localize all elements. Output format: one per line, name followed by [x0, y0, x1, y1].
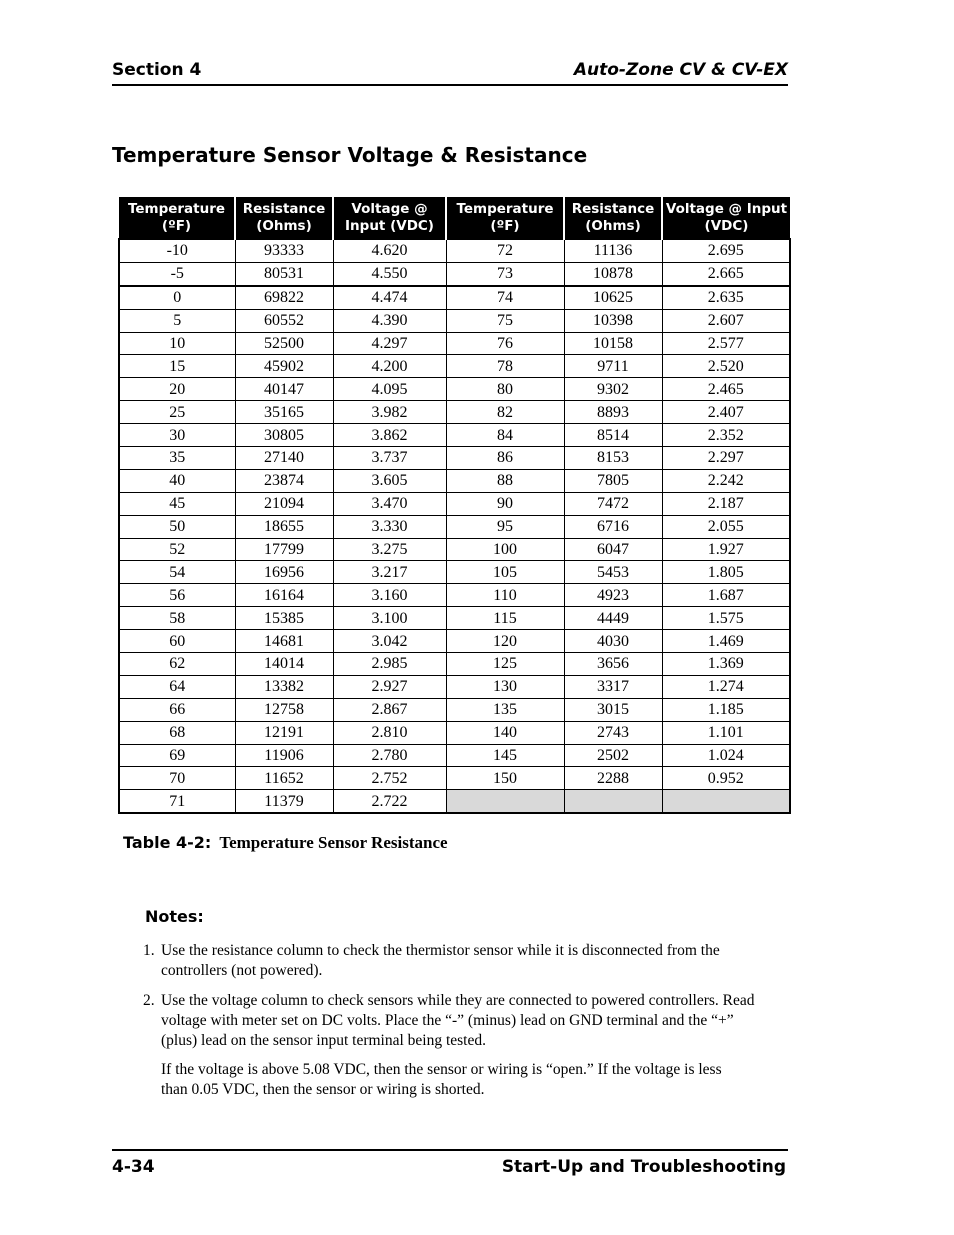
table-cell: 120	[446, 630, 564, 653]
table-cell: 64	[119, 675, 235, 698]
table-row	[119, 675, 790, 698]
table-row	[119, 584, 790, 607]
page-footer	[112, 1149, 788, 1181]
table-cell: 56	[119, 584, 235, 607]
table-cell	[446, 790, 564, 813]
table-cell: 54	[119, 561, 235, 584]
table-cell: 4.297	[333, 332, 446, 355]
table-cell: 1.185	[662, 698, 790, 721]
section-label: Section 4	[112, 60, 202, 80]
table-cell: 93333	[235, 239, 333, 262]
table-cell: 4923	[564, 584, 662, 607]
table-cell: 35	[119, 447, 235, 470]
table-cell: 3.737	[333, 447, 446, 470]
table-cell: 2.752	[333, 767, 446, 790]
table-cell: 5	[119, 309, 235, 332]
note-item-1	[143, 941, 783, 981]
table-cell: 4.200	[333, 355, 446, 378]
table-cell: 2.577	[662, 332, 790, 355]
table-cell: 3.275	[333, 538, 446, 561]
table-cell: 3656	[564, 653, 662, 676]
table-cell: 2.695	[662, 239, 790, 262]
table-cell: 2.985	[333, 653, 446, 676]
table-cell: -5	[119, 262, 235, 285]
table-cell: 75	[446, 309, 564, 332]
table-cell: 8514	[564, 424, 662, 447]
table-row	[119, 401, 790, 424]
table-row	[119, 378, 790, 401]
table-cell: 1.927	[662, 538, 790, 561]
table-row	[119, 332, 790, 355]
caption-text: Temperature Sensor Resistance	[219, 833, 448, 852]
table-cell: 2.810	[333, 721, 446, 744]
table-cell: 18655	[235, 515, 333, 538]
table-cell: 4030	[564, 630, 662, 653]
table-row	[119, 790, 790, 813]
note-text: Use the resistance column to check the thermistor sensor while it is disconnected from the controllers (not powered).	[161, 942, 720, 979]
table-cell: -10	[119, 239, 235, 262]
table-cell: 68	[119, 721, 235, 744]
table-header-row	[119, 197, 790, 239]
table-cell: 9711	[564, 355, 662, 378]
table-row	[119, 262, 790, 285]
table-cell: 10398	[564, 309, 662, 332]
table-cell: 0.952	[662, 767, 790, 790]
table-cell: 2.297	[662, 447, 790, 470]
table-cell: 2.722	[333, 790, 446, 813]
table-cell: 3317	[564, 675, 662, 698]
table-row	[119, 469, 790, 492]
table-cell: 66	[119, 698, 235, 721]
table-cell: 76	[446, 332, 564, 355]
table-cell: 4.550	[333, 262, 446, 285]
table-cell: 86	[446, 447, 564, 470]
table-cell: 2.407	[662, 401, 790, 424]
table-cell: 3.100	[333, 607, 446, 630]
table-cell: 2.055	[662, 515, 790, 538]
temperature-sensor-table	[118, 197, 791, 814]
table-cell: 2.780	[333, 744, 446, 767]
table-cell: 7472	[564, 492, 662, 515]
table-row	[119, 721, 790, 744]
note-extra-text: If the voltage is above 5.08 VDC, then the sensor or wiring is “open.” If the voltage is less than 0.05 VDC, then the sensor or wiring is shorted.	[161, 1061, 722, 1098]
col-header-temperature-2: Temperature (ºF)	[446, 197, 564, 239]
table-cell: 10625	[564, 286, 662, 309]
table-cell: 78	[446, 355, 564, 378]
table-cell: 14681	[235, 630, 333, 653]
table-cell: 3015	[564, 698, 662, 721]
table-cell: 23874	[235, 469, 333, 492]
table-cell: 2743	[564, 721, 662, 744]
table-cell: 13382	[235, 675, 333, 698]
table-cell: 12758	[235, 698, 333, 721]
table-cell: 10	[119, 332, 235, 355]
note-number: 2.	[143, 992, 155, 1009]
table-cell: 8893	[564, 401, 662, 424]
page-number: 4-34	[112, 1157, 155, 1177]
table-cell: 74	[446, 286, 564, 309]
table-cell: 40147	[235, 378, 333, 401]
table-cell: 25	[119, 401, 235, 424]
table-cell: 3.982	[333, 401, 446, 424]
table-cell: 82	[446, 401, 564, 424]
table-cell: 3.160	[333, 584, 446, 607]
table-cell: 40	[119, 469, 235, 492]
table-cell: 2502	[564, 744, 662, 767]
table-row	[119, 630, 790, 653]
table-cell: 140	[446, 721, 564, 744]
table-cell: 145	[446, 744, 564, 767]
table-cell: 3.217	[333, 561, 446, 584]
table-row	[119, 355, 790, 378]
table-cell: 6716	[564, 515, 662, 538]
note-item-2	[143, 991, 783, 1051]
table-cell: 2288	[564, 767, 662, 790]
table-cell: 73	[446, 262, 564, 285]
table-cell: 52	[119, 538, 235, 561]
table-cell: 71	[119, 790, 235, 813]
table-cell: 2.867	[333, 698, 446, 721]
table-cell: 88	[446, 469, 564, 492]
table-cell: 11906	[235, 744, 333, 767]
table-cell: 1.274	[662, 675, 790, 698]
product-name: Auto-Zone CV & CV-EX	[573, 60, 788, 80]
table-row	[119, 607, 790, 630]
caption-label: Table 4-2:	[123, 833, 212, 852]
table-cell: 62	[119, 653, 235, 676]
table-cell: 6047	[564, 538, 662, 561]
table-row	[119, 698, 790, 721]
table-cell: 3.330	[333, 515, 446, 538]
table-cell: 16956	[235, 561, 333, 584]
table-row	[119, 424, 790, 447]
table-cell: 2.635	[662, 286, 790, 309]
table-cell: 95	[446, 515, 564, 538]
table-cell: 2.242	[662, 469, 790, 492]
table-cell: 8153	[564, 447, 662, 470]
table-cell: 30805	[235, 424, 333, 447]
table-row	[119, 653, 790, 676]
table-cell: 17799	[235, 538, 333, 561]
table-cell: 50	[119, 515, 235, 538]
table-cell: 11652	[235, 767, 333, 790]
table-cell: 105	[446, 561, 564, 584]
col-header-voltage: Voltage @ Input (VDC)	[333, 197, 446, 239]
table-cell: 70	[119, 767, 235, 790]
table-row	[119, 515, 790, 538]
table-row	[119, 239, 790, 262]
col-header-temperature: Temperature (ºF)	[119, 197, 235, 239]
table-cell: 135	[446, 698, 564, 721]
table-row	[119, 767, 790, 790]
table-cell: 30	[119, 424, 235, 447]
table-row	[119, 286, 790, 309]
table-cell: 2.352	[662, 424, 790, 447]
col-header-resistance: Resistance (Ohms)	[235, 197, 333, 239]
table-cell: 3.605	[333, 469, 446, 492]
table-caption	[123, 833, 448, 853]
table-cell: 10878	[564, 262, 662, 285]
table-cell: 11379	[235, 790, 333, 813]
table-cell: 14014	[235, 653, 333, 676]
table-cell: 0	[119, 286, 235, 309]
table-cell: 150	[446, 767, 564, 790]
table-cell: 84	[446, 424, 564, 447]
table-cell: 12191	[235, 721, 333, 744]
table-cell: 3.042	[333, 630, 446, 653]
table-cell: 5453	[564, 561, 662, 584]
table-cell: 9302	[564, 378, 662, 401]
table-cell: 20	[119, 378, 235, 401]
note-number: 1.	[143, 942, 155, 959]
note-extra	[143, 1060, 783, 1100]
table-cell: 1.024	[662, 744, 790, 767]
table-cell: 1.369	[662, 653, 790, 676]
table-cell: 3.470	[333, 492, 446, 515]
table-row	[119, 561, 790, 584]
notes-title: Notes:	[145, 907, 204, 926]
table-cell: 2.927	[333, 675, 446, 698]
table-cell: 35165	[235, 401, 333, 424]
table-row	[119, 538, 790, 561]
table-cell: 58	[119, 607, 235, 630]
table-cell: 1.805	[662, 561, 790, 584]
table-cell: 10158	[564, 332, 662, 355]
table-cell	[564, 790, 662, 813]
table-cell: 90	[446, 492, 564, 515]
table-cell: 125	[446, 653, 564, 676]
table-cell	[662, 790, 790, 813]
table-cell: 69822	[235, 286, 333, 309]
table-cell: 4.390	[333, 309, 446, 332]
table-cell: 2.465	[662, 378, 790, 401]
table-cell: 2.607	[662, 309, 790, 332]
col-header-resistance-2: Resistance (Ohms)	[564, 197, 662, 239]
table-row	[119, 447, 790, 470]
table-cell: 16164	[235, 584, 333, 607]
page-title: Temperature Sensor Voltage & Resistance	[112, 143, 588, 167]
table-row	[119, 309, 790, 332]
table-cell: 3.862	[333, 424, 446, 447]
table-cell: 4.620	[333, 239, 446, 262]
table-cell: 15	[119, 355, 235, 378]
table-cell: 2.520	[662, 355, 790, 378]
table-cell: 45902	[235, 355, 333, 378]
table-cell: 45	[119, 492, 235, 515]
table-cell: 1.687	[662, 584, 790, 607]
table-cell: 2.665	[662, 262, 790, 285]
page-header	[112, 58, 788, 86]
table-row	[119, 744, 790, 767]
table-cell: 7805	[564, 469, 662, 492]
col-header-voltage-2: Voltage @ Input (VDC)	[662, 197, 790, 239]
chapter-title: Start-Up and Troubleshooting	[501, 1157, 786, 1177]
table-cell: 110	[446, 584, 564, 607]
table-cell: 69	[119, 744, 235, 767]
table-cell: 1.101	[662, 721, 790, 744]
table-cell: 115	[446, 607, 564, 630]
table-cell: 1.469	[662, 630, 790, 653]
table-cell: 52500	[235, 332, 333, 355]
table-cell: 4449	[564, 607, 662, 630]
table-cell: 130	[446, 675, 564, 698]
note-text: Use the voltage column to check sensors while they are connected to powered controllers. Read voltage with meter set on DC volts. Place the “-” (minus) lead on GND terminal and the “+” (plus) lead on the sensor input terminal being tested.	[161, 992, 755, 1049]
table-row	[119, 492, 790, 515]
table-cell: 15385	[235, 607, 333, 630]
table-cell: 1.575	[662, 607, 790, 630]
table-cell: 4.095	[333, 378, 446, 401]
table-cell: 60552	[235, 309, 333, 332]
table-cell: 2.187	[662, 492, 790, 515]
table-cell: 80531	[235, 262, 333, 285]
table-cell: 72	[446, 239, 564, 262]
table-cell: 11136	[564, 239, 662, 262]
table-cell: 27140	[235, 447, 333, 470]
table-cell: 60	[119, 630, 235, 653]
table-cell: 4.474	[333, 286, 446, 309]
table-cell: 100	[446, 538, 564, 561]
table-cell: 21094	[235, 492, 333, 515]
table-cell: 80	[446, 378, 564, 401]
